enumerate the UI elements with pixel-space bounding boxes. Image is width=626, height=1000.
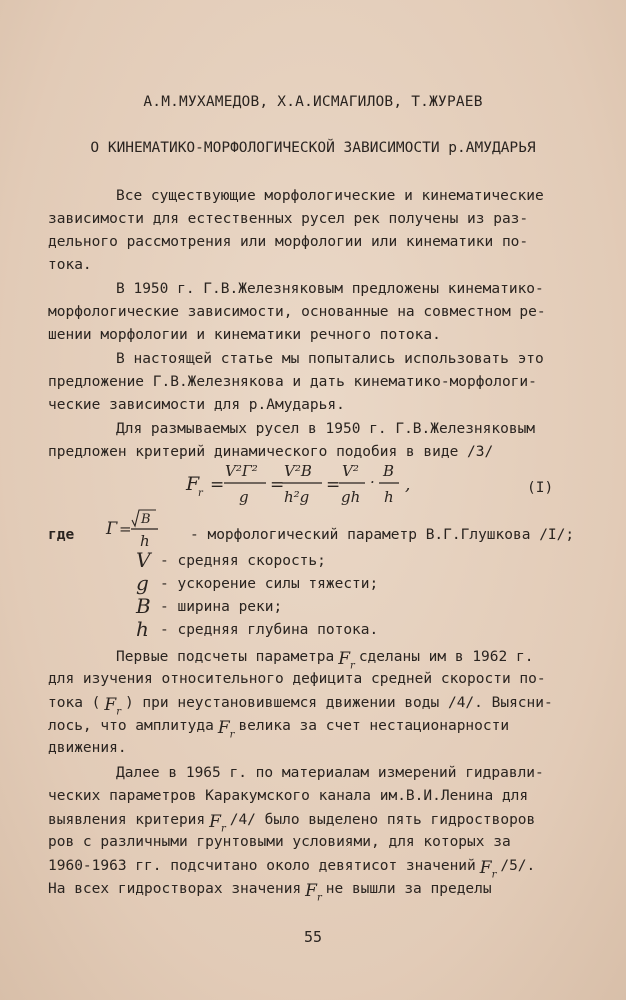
equation-froude-criterion bbox=[180, 452, 440, 516]
svg-text:h: h bbox=[140, 532, 150, 550]
svg-text:V²B: V²B bbox=[284, 462, 312, 480]
definition-symbol: B bbox=[136, 594, 151, 618]
svg-text:B: B bbox=[383, 462, 395, 480]
svg-text:g: g bbox=[239, 488, 249, 506]
text-fragment: не вышли за пределы bbox=[325, 881, 492, 897]
inline-symbol-Fr: $F_r$ bbox=[209, 812, 226, 835]
svg-text:·: · bbox=[370, 473, 375, 491]
text-line: для изучения относительного дефицита средней скорости по- bbox=[48, 671, 546, 687]
article-title: О КИНЕМАТИКО-МОРФОЛОГИЧЕСКОЙ ЗАВИСИМОСТИ р.АМУДАРЬЯ bbox=[90, 140, 536, 156]
svg-text:=: = bbox=[326, 475, 341, 495]
text-line: В 1950 г. Г.В.Железняковым предложены кинематико- bbox=[116, 281, 544, 297]
text-fragment: Первые подсчеты параметра bbox=[116, 649, 335, 665]
text-line: Для размываемых русел в 1950 г. Г.В.Железняковым bbox=[116, 421, 536, 437]
inline-symbol-Fr: $F_r$ bbox=[104, 695, 121, 718]
inline-symbol-Fr: $F_r$ bbox=[305, 881, 322, 904]
text-line: ческие зависимости для р.Амударья. bbox=[48, 397, 345, 413]
inline-symbol-Fr: $F_r$ bbox=[217, 718, 235, 741]
text-fragment: сделаны им в 1962 г. bbox=[358, 649, 534, 665]
page-number: 55 bbox=[303, 928, 323, 946]
svg-text:B: B bbox=[141, 512, 151, 527]
text-fragment: /5/. bbox=[500, 858, 536, 874]
text-fragment: велика за счет нестационарности bbox=[238, 718, 510, 734]
text-line: морфологические зависимости, основанные на совместном ре- bbox=[48, 304, 546, 320]
svg-text:r: r bbox=[198, 488, 203, 499]
equation-graphic bbox=[180, 452, 440, 516]
svg-text:h: h bbox=[384, 488, 394, 506]
svg-text:=: = bbox=[210, 475, 225, 495]
text-line: В настоящей статье мы попытались использовать это bbox=[116, 351, 544, 367]
text-line: зависимости для естественных русел рек получены из раз- bbox=[48, 211, 529, 227]
text-fragment: выявления критерия bbox=[48, 812, 206, 828]
text-line: предложен критерий динамического подобия в виде /3/ bbox=[48, 444, 494, 460]
text-fragment: /4/ было выделено пять гидростворов bbox=[229, 812, 536, 828]
inline-symbol-Fr: $F_r$ bbox=[479, 858, 497, 881]
svg-text:,: , bbox=[405, 475, 411, 495]
svg-text:V²Г²: V²Г² bbox=[225, 462, 258, 480]
text-fragment: 1960-1963 гг. подсчитано около девятисот значений bbox=[48, 858, 476, 874]
text-line: движения. bbox=[48, 740, 127, 756]
svg-text:gh: gh bbox=[341, 488, 361, 506]
svg-text:Г: Г bbox=[106, 519, 118, 539]
definition-symbol: h bbox=[136, 617, 149, 641]
text-fragment: лось, что амплитуда bbox=[48, 718, 214, 734]
definition-text: - ширина реки; bbox=[160, 599, 283, 615]
svg-text:=: = bbox=[270, 475, 285, 495]
definition-symbol: g bbox=[136, 571, 149, 595]
text-line: предложение Г.В.Железнякова и дать кинематико-морфологи- bbox=[48, 374, 537, 390]
where-label: где bbox=[48, 527, 75, 543]
authors-line: А.М.МУХАМЕДОВ, Х.А.ИСМАГИЛОВ, Т.ЖУРАЕВ bbox=[143, 94, 483, 110]
definition-text: - средняя глубина потока. bbox=[160, 622, 379, 638]
definition-text: - морфологический параметр В.Г.Глушкова /I/; bbox=[190, 527, 575, 543]
text-line: Далее в 1965 г. по материалам измерений гидравли- bbox=[116, 765, 544, 781]
svg-text:V²: V² bbox=[342, 462, 359, 480]
inline-symbol-Fr: $F_r$ bbox=[338, 649, 355, 672]
text-fragment: ) при неустановившемся движении воды /4/. Выясни- bbox=[124, 695, 553, 711]
text-line: шении морфологии и кинематики речного потока. bbox=[48, 327, 441, 343]
svg-text:F: F bbox=[186, 473, 200, 495]
definition-text: - средняя скорость; bbox=[160, 553, 326, 569]
svg-text:h²g: h²g bbox=[284, 488, 310, 506]
text-line: тока. bbox=[48, 257, 92, 273]
svg-text:=: = bbox=[119, 520, 132, 538]
text-fragment: тока ( bbox=[48, 695, 101, 711]
definition-text: - ускорение силы тяжести; bbox=[160, 576, 379, 592]
text-line: Все существующие морфологические и кинематические bbox=[116, 188, 544, 204]
text-line bbox=[48, 878, 492, 905]
equation-number: (I) bbox=[527, 480, 554, 496]
text-line: дельного рассмотрения или морфологии или кинематики по- bbox=[48, 234, 529, 250]
text-line: ческих параметров Каракумского канала им.В.И.Ленина для bbox=[48, 788, 529, 804]
text-fragment: На всех гидростворах значения bbox=[48, 881, 302, 897]
gamma-definition-formula bbox=[104, 506, 184, 550]
text-line: ров с различными грунтовыми условиями, для которых за bbox=[48, 834, 511, 850]
gamma-formula-graphic bbox=[104, 506, 184, 550]
definition-symbol: V bbox=[136, 548, 151, 572]
